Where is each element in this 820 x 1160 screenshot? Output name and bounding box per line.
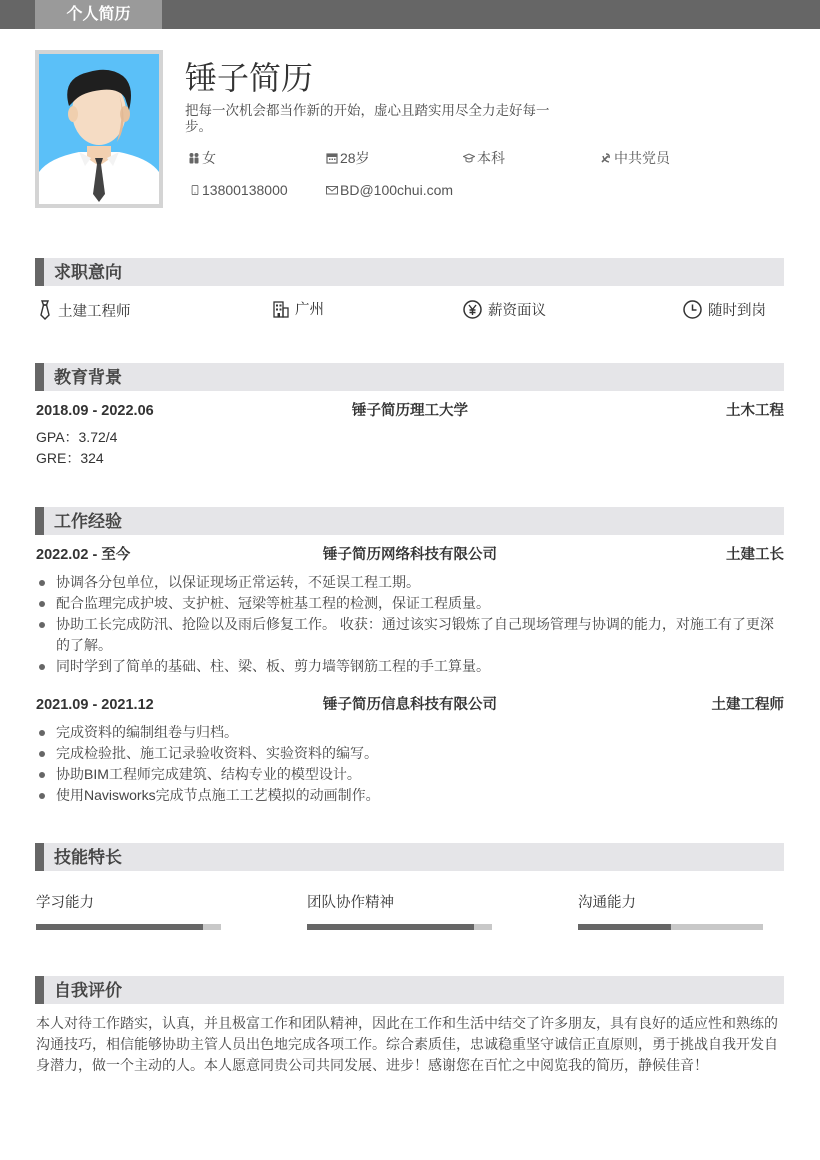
- political-text: 中共党员: [614, 150, 670, 166]
- section-accent-bar: [35, 258, 44, 286]
- candidate-name: 锤子简历: [185, 60, 314, 96]
- avatar: [35, 50, 163, 208]
- age-text: 28岁: [340, 150, 370, 166]
- section-title: 教育背景: [54, 368, 122, 387]
- list-item: 协调各分包单位，以保证现场正常运转，不延误工程工期。: [36, 572, 784, 593]
- calendar-icon: [326, 152, 338, 164]
- section-accent-bar: [35, 843, 44, 871]
- mobile-phone-icon: [190, 184, 200, 196]
- work-duties-2: [36, 722, 784, 806]
- degree-info: [463, 149, 505, 167]
- work-company: 锤子简历网络科技有限公司: [323, 547, 497, 563]
- graduation-cap-icon: [463, 152, 475, 164]
- skill-bar-fill: [36, 924, 203, 930]
- intent-city: [273, 300, 324, 320]
- work-company: 锤子简历信息科技有限公司: [323, 697, 497, 713]
- skill-name: 团队协作精神: [307, 895, 394, 911]
- education-major: 土木工程: [726, 403, 784, 419]
- party-emblem-icon: [600, 152, 612, 164]
- email-info: [326, 181, 453, 199]
- skill-bar-track: [36, 924, 221, 930]
- degree-text: 本科: [477, 150, 505, 166]
- section-header-evaluation: [35, 976, 784, 1004]
- skill-name: 沟通能力: [578, 895, 636, 911]
- section-header-education: [35, 363, 784, 391]
- yen-circle-icon: [463, 300, 482, 319]
- work-period: 2022.02 - 至今: [36, 547, 131, 563]
- skill-item: [307, 893, 493, 913]
- age-info: [326, 149, 370, 167]
- skill-item: [578, 893, 764, 913]
- political-info: [600, 149, 670, 167]
- building-icon: [273, 300, 289, 318]
- intent-availability-text: 随时到岗: [708, 303, 766, 319]
- gender-info: [188, 149, 216, 167]
- section-title: 自我评价: [54, 981, 122, 1000]
- intent-salary-text: 薪资面议: [488, 303, 546, 319]
- section-accent-bar: [35, 507, 44, 535]
- intent-salary: [463, 300, 546, 321]
- skill-bar-track: [578, 924, 763, 930]
- section-header-skills: [35, 843, 784, 871]
- skill-bar-track: [307, 924, 492, 930]
- clock-icon: [683, 300, 702, 319]
- work-duties-1: [36, 572, 784, 677]
- work-position: 土建工程师: [711, 697, 784, 713]
- section-title: 求职意向: [54, 263, 122, 282]
- avatar-illustration: [39, 54, 159, 204]
- motto: 把每一次机会都当作新的开始，虚心且踏实用尽全力走好每一步。: [185, 103, 550, 134]
- phone-info: [190, 181, 288, 199]
- education-gpa: GPA：3.72/4: [36, 429, 118, 445]
- education-period: 2018.09 - 2022.06: [36, 403, 154, 419]
- skill-bar-fill: [307, 924, 474, 930]
- phone-text: 13800138000: [202, 182, 288, 198]
- list-item: 完成资料的编制组卷与归档。: [36, 722, 784, 743]
- email-text: BD@100chui.com: [340, 182, 454, 198]
- skill-bar-fill: [578, 924, 671, 930]
- section-header-work: [35, 507, 784, 535]
- list-item: 同时学到了简单的基础、柱、梁、板、剪力墙等钢筋工程的手工算量。: [36, 656, 784, 677]
- intent-job: [38, 300, 131, 322]
- gender-text: 女: [202, 150, 216, 166]
- intent-job-text: 土建工程师: [58, 304, 131, 320]
- intent-city-text: 广州: [295, 302, 324, 318]
- list-item: 使用Navisworks完成节点施工工艺模拟的动画制作。: [36, 785, 784, 806]
- list-item: 配合监理完成护坡、支护桩、冠梁等桩基工程的检测，保证工程质量。: [36, 593, 784, 614]
- intent-availability: [683, 300, 766, 321]
- work-position: 土建工长: [726, 547, 784, 563]
- skill-item: [36, 893, 222, 913]
- list-item: 协助工长完成防汛、抢险以及雨后修复工作。 收获：通过该实习锻炼了自己现场管理与协调的能力，对施工有了更深的了解。: [36, 614, 784, 656]
- list-item: 完成检验批、施工记录验收资料、实验资料的编写。: [36, 743, 784, 764]
- education-gre: GRE：324: [36, 450, 104, 466]
- envelope-icon: [326, 184, 338, 196]
- section-accent-bar: [35, 976, 44, 1004]
- section-title: 工作经验: [54, 512, 122, 531]
- education-school: 锤子简历理工大学: [352, 403, 468, 419]
- work-period: 2021.09 - 2021.12: [36, 697, 154, 713]
- resume-tab: 个人简历: [35, 0, 162, 29]
- section-accent-bar: [35, 363, 44, 391]
- section-title: 技能特长: [54, 848, 122, 867]
- self-evaluation-text: 本人对待工作踏实，认真，并且极富工作和团队精神，因此在工作和生活中结交了许多朋友，具有良好的适应性和熟练的沟通技巧，相信能够协助主管人员出色地完成各项工作。综合素质佳，忠诚稳重坚守诚信正直原则，勇于挑战自我开发自身潜力，做一个主动的人。本人愿意同贵公司共同发展、进步！感谢您在百忙之中阅览我的简历，静候佳音！: [36, 1015, 778, 1073]
- tie-icon: [38, 300, 52, 320]
- users-icon: [188, 152, 200, 164]
- list-item: 协助BIM工程师完成建筑、结构专业的模型设计。: [36, 764, 784, 785]
- skill-name: 学习能力: [36, 895, 94, 911]
- section-header-intent: [35, 258, 784, 286]
